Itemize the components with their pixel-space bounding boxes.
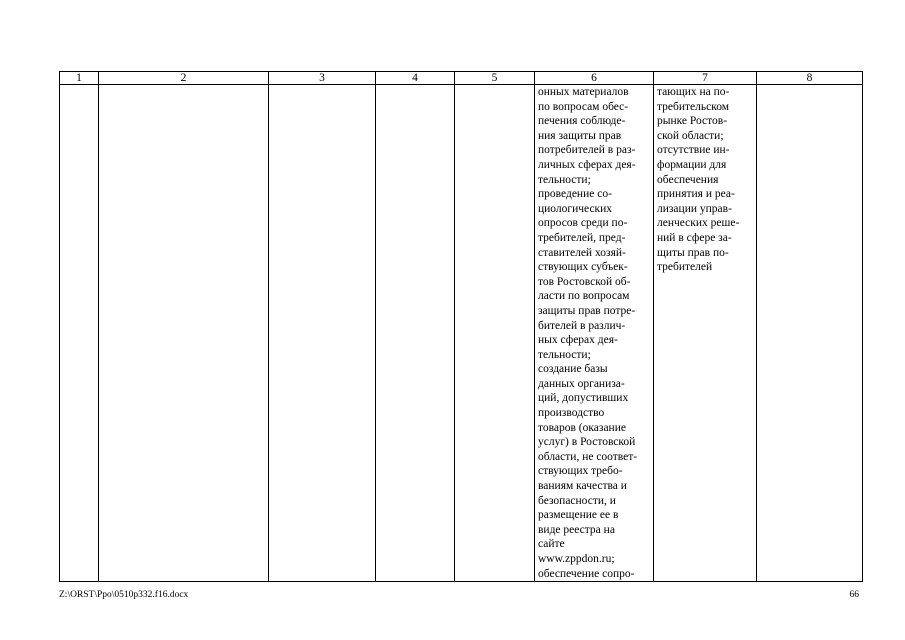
column-header-2: 2 [99,72,269,85]
table-header-row [60,72,863,85]
column-header-1: 1 [60,72,99,85]
footer-file-path: Z:\ORST\Ppo\0510p332.f16.docx [59,590,189,600]
table-cell-col2 [99,85,269,582]
cell-text-col7: тающих на по- требительском рынке Ростов- ской области; отсутствие ин- формации для обеспечения принятия и реа- лизации управ- ленческих реше- ний в сфере за- щиты прав по- требителей [657,86,740,274]
table-cell-col6 [535,85,654,582]
table-cell-col1 [60,85,99,582]
cell-text-col6: онных материалов по вопросам обес- печения соблюде- ния защиты прав потребителей в раз- личных сферах дея- тельности; проведение со- циологических опросов среди по- требителей, пред- ставителей хозяй- ствующих субъек- тов Ростовской об- ласти по вопросам защиты прав потре- бителей в различ- ных сферах дея- тельности; создание базы данных организа- ций, допустивших производство товаров (оказание услуг) в Ростовской области, не соответ- ствующих требо- ваниям качества и безопасности, и размещение ее в виде реестра на сайте www.zppdon.ru; обеспечение сопро- [538,86,638,580]
table-cell-col3 [269,85,376,582]
document-table [59,71,863,582]
table-cell-col8 [757,85,863,582]
table-cell-col5 [455,85,535,582]
column-header-4: 4 [376,72,455,85]
table-row [60,85,863,582]
column-header-3: 3 [269,72,376,85]
column-header-7: 7 [654,72,757,85]
column-header-6: 6 [535,72,654,85]
footer-page-number: 66 [849,590,859,600]
column-header-8: 8 [757,72,863,85]
table-cell-col4 [376,85,455,582]
column-header-5: 5 [455,72,535,85]
table-cell-col7 [654,85,757,582]
